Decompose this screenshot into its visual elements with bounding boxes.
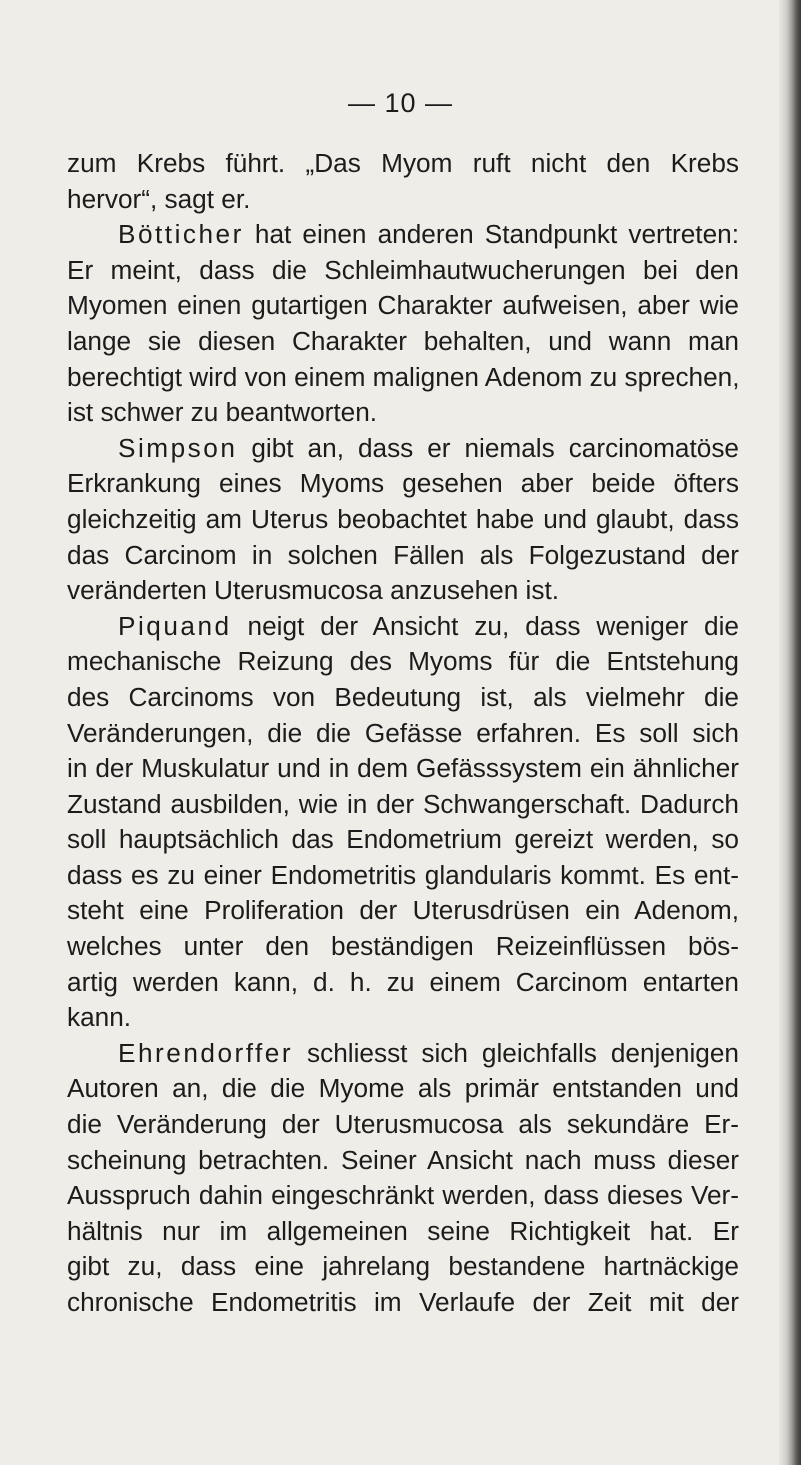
text-line <box>67 1285 739 1321</box>
text-line <box>67 395 739 431</box>
text-line <box>67 787 739 823</box>
author-name: Piquand <box>118 610 232 641</box>
line-text: hältnis nur im allgemeinen seine Richtigkeit hat. Er <box>67 1215 739 1246</box>
page-number: — 10 — <box>347 88 454 118</box>
text-line <box>67 466 739 502</box>
line-text: das Carcinom in solchen Fällen als Folgezustand der <box>67 539 739 570</box>
text-line <box>67 965 739 1001</box>
line-text: Zustand ausbilden, wie in der Schwangerschaft. Dadurch <box>67 788 739 819</box>
text-line <box>67 217 739 253</box>
author-name: Bötticher <box>118 219 244 250</box>
text-line <box>67 502 739 538</box>
text-line <box>67 1107 739 1143</box>
line-text: Ausspruch dahin eingeschränkt werden, dass dieses Ver- <box>67 1180 739 1211</box>
text-line <box>67 324 739 360</box>
author-name: Ehrendorffer <box>118 1037 294 1068</box>
line-text: dass es zu einer Endometritis glandularis kommt. Es ent- <box>67 859 739 890</box>
page-binding-edge <box>779 0 801 1465</box>
text-line <box>67 609 739 645</box>
text-line <box>67 644 739 680</box>
line-text: hat einen anderen Standpunkt vertreten: <box>243 219 739 250</box>
text-line <box>67 253 739 289</box>
line-text: schliesst sich gleichfalls denjenigen <box>293 1037 739 1068</box>
text-line <box>67 288 739 324</box>
line-text: welches unter den beständigen Reizeinflüssen bös- <box>67 931 739 962</box>
line-text: kann. <box>67 1002 132 1033</box>
text-line <box>67 573 739 609</box>
text-line <box>67 360 739 396</box>
line-text: Autoren an, die die Myome als primär entstanden und <box>67 1073 739 1104</box>
text-line <box>67 146 739 182</box>
line-text: Veränderungen, die die Gefässe erfahren. Es soll sich <box>67 717 739 748</box>
line-text: gibt zu, dass eine jahrelang bestandene hartnäckige <box>67 1251 739 1282</box>
line-text: artig werden kann, d. h. zu einem Carcinom entarten <box>67 966 739 997</box>
line-text: des Carcinoms von Bedeutung ist, als vielmehr die <box>67 681 739 712</box>
line-text: gibt an, dass er niemals carcinomatöse <box>237 432 739 463</box>
line-text: die Veränderung der Uterusmucosa als sekundäre Er- <box>67 1109 739 1140</box>
line-text: mechanische Reizung des Myoms für die Entstehung <box>67 646 739 677</box>
text-line <box>67 680 739 716</box>
author-name: Simpson <box>118 432 238 463</box>
line-text: lange sie diesen Charakter behalten, und wann man <box>67 325 739 356</box>
text-line <box>67 1249 739 1285</box>
line-text: zum Krebs führt. „Das Myom ruft nicht den Krebs <box>67 148 739 178</box>
line-text: chronische Endometritis im Verlaufe der Zeit mit der <box>67 1287 739 1317</box>
line-text: gleichzeitig am Uterus beobachtet habe und glaubt, dass <box>67 503 739 534</box>
text-line <box>67 1036 739 1072</box>
line-text: Erkrankung eines Myoms gesehen aber beide öfters <box>67 468 739 499</box>
text-line <box>67 1143 739 1179</box>
text-line <box>67 716 739 752</box>
text-line <box>67 1000 739 1036</box>
text-line <box>67 858 739 894</box>
line-text: neigt der Ansicht zu, dass weniger die <box>231 610 739 641</box>
text-line <box>67 1178 739 1214</box>
line-text: soll hauptsächlich das Endometrium gereizt werden, so <box>67 824 739 855</box>
text-line <box>67 751 739 787</box>
body-text <box>67 146 739 1321</box>
text-line <box>67 893 739 929</box>
line-text: ist schwer zu beantworten. <box>67 397 378 428</box>
text-line <box>67 182 739 218</box>
text-line <box>67 538 739 574</box>
line-text: steht eine Proliferation der Uterusdrüsen ein Adenom, <box>67 895 739 926</box>
text-line <box>67 431 739 467</box>
line-text: Er meint, dass die Schleimhautwucherungen bei den <box>67 254 739 285</box>
text-line <box>67 1214 739 1250</box>
text-line <box>67 929 739 965</box>
line-text: in der Muskulatur und in dem Gefässsystem ein ähnlicher <box>67 753 739 784</box>
line-text: berechtigt wird von einem malignen Adenom zu sprechen, <box>67 361 740 392</box>
text-line <box>67 1071 739 1107</box>
line-text: scheinung betrachten. Seiner Ansicht nach muss dieser <box>67 1144 739 1175</box>
text-line <box>67 822 739 858</box>
line-text: Myomen einen gutartigen Charakter aufweisen, aber wie <box>67 290 739 321</box>
line-text: veränderten Uterusmucosa anzusehen ist. <box>67 575 560 606</box>
line-text: hervor“, sagt er. <box>67 183 251 214</box>
